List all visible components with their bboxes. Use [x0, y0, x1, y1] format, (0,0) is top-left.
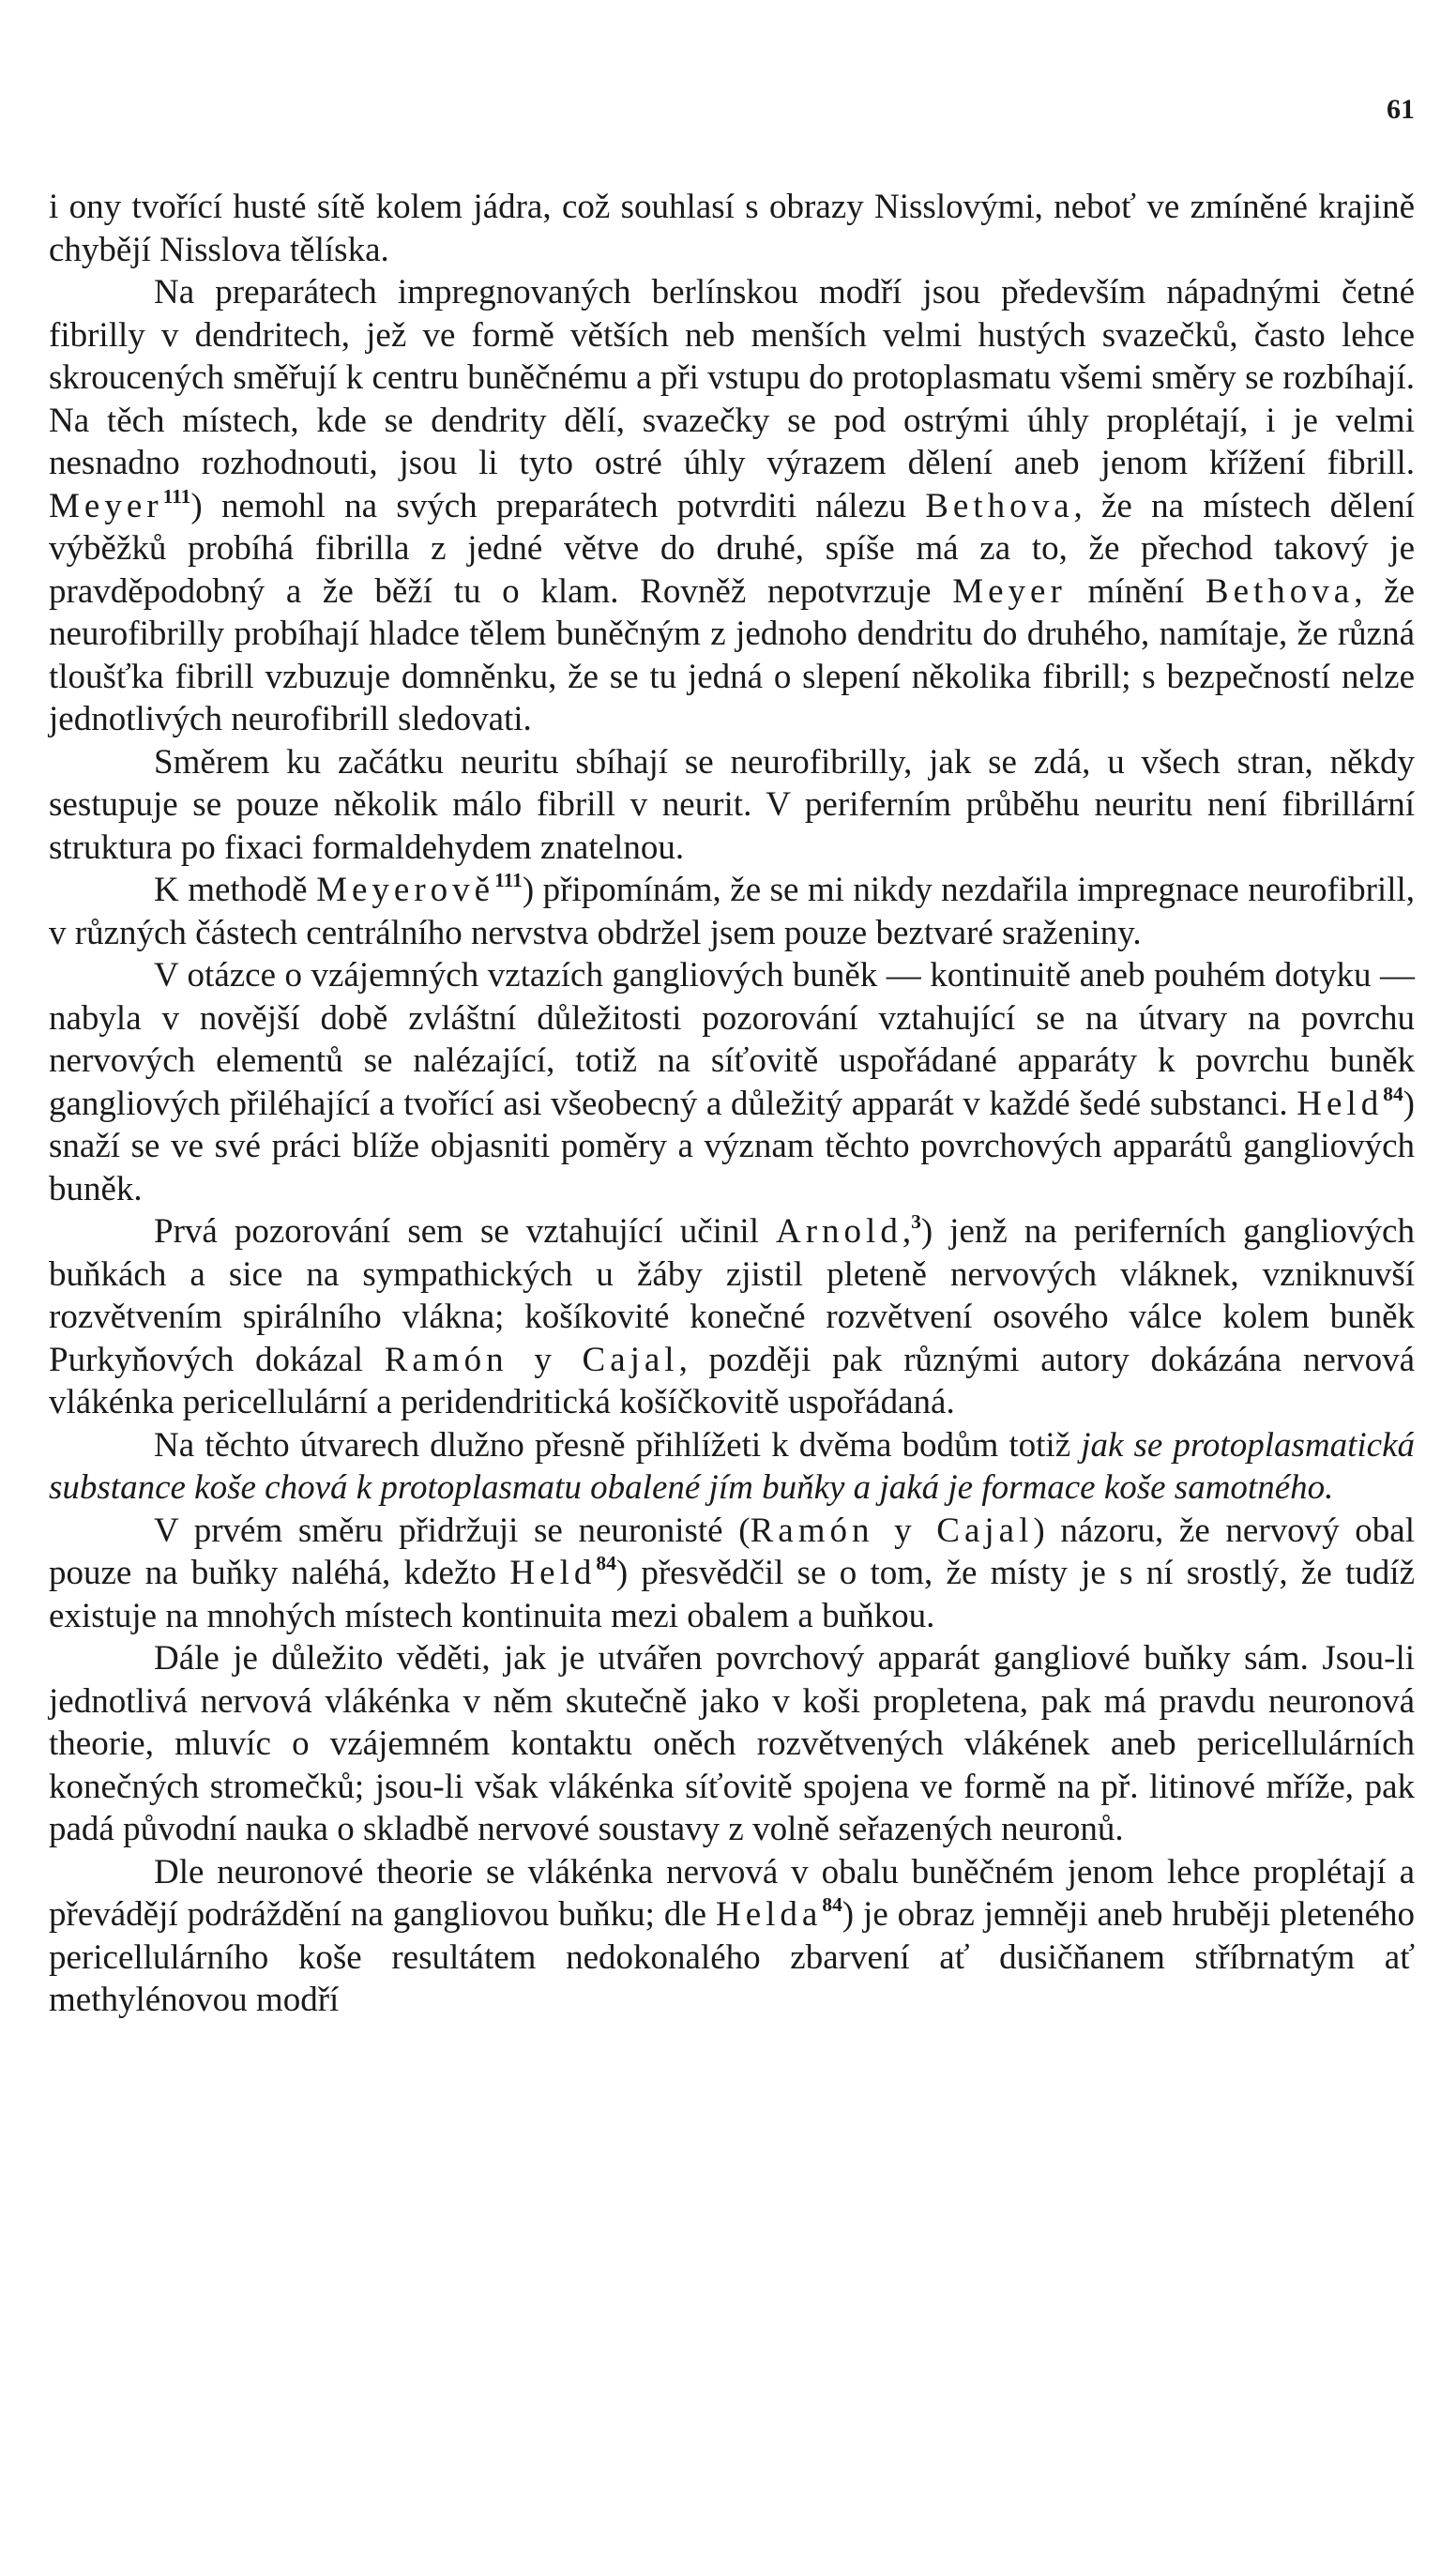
page-number: 61 [1387, 94, 1415, 125]
text-run: ) připomínám, že se mi nikdy nezdařila impregnace neurofibrill, v různých částech centrálního nervstva obdržel jsem pouze beztvaré sraženiny. [49, 871, 1416, 952]
spaced-name: Held [509, 1554, 597, 1592]
spaced-name: Ramón y Cajal [750, 1511, 1034, 1550]
footnote-ref: 111 [494, 868, 523, 891]
text-run: , [902, 1212, 912, 1251]
footnote-ref: 3 [911, 1209, 921, 1233]
text-run: ) nemohl na svých preparátech potvrditi nálezu [190, 486, 926, 525]
footnote-ref: 84 [596, 1551, 616, 1574]
spaced-name: Arnold [776, 1212, 902, 1251]
text-run: mínění [1066, 571, 1206, 611]
text-run: Dle neuronové theorie se vlákénka nervová v obalu buněčném jenom lehce proplétají a převádějí podráždění na gangliovou buňku; dle [49, 1852, 1415, 1934]
text-run: Směrem ku začátku neuritu sbíhají se neurofibrilly, jak se zdá, u všech stran, někdy sestupuje se pouze několik málo fibrill v neurit. V periferním průběhu neuritu není fibrillární struktura po fixaci formaldehydem znatelnou. [49, 742, 1415, 867]
text-run: V prvém směru přidržuji se neuronisté ( [154, 1511, 751, 1550]
text-run: ) jenž na periferních gangliových buňkách a sice na sympathických u žáby zjistil pleteně nervových vláknek, vzniknuvší rozvětvením spirálního vlákna; košíkovité konečné rozvětvení osového válce kolem buněk Purkyňových dokázal [49, 1212, 1415, 1379]
footnote-ref: 84 [822, 1892, 842, 1916]
paragraph [49, 1210, 1415, 1424]
paragraph [49, 186, 1415, 271]
paragraph [49, 1851, 1415, 2022]
text-run: V otázce o vzájemných vztazích gangliových buněk — kontinuitě aneb pouhém dotyku — nabyla v novější době zvláštní důležitosti pozorování vztahující se na útvary na povrchu nervových elementů se nalézající, totiž na síťovitě uspořádané apparáty k povrchu buněk gangliových přiléhající a tvořící asi všeobecný a důležitý apparát v každé šedé substanci. [49, 956, 1415, 1123]
paragraph [49, 1510, 1415, 1638]
spaced-name: Meyerově [316, 871, 495, 909]
spaced-name: Helda [715, 1895, 823, 1934]
footnote-ref: 111 [162, 484, 191, 508]
spaced-name: Bethova [925, 486, 1074, 525]
text-run: , později pak různými autory dokázána nervová vlákénka pericellulární a peridendritická košíčkovitě uspořádaná. [49, 1340, 1415, 1421]
paragraph [49, 1637, 1415, 1851]
paragraph [49, 1424, 1415, 1510]
text-run: ) snaží se ve své práci blíže objasniti poměry a význam těchto povrchových apparátů gangliových buněk. [49, 1084, 1415, 1208]
spaced-name: Meyer [952, 571, 1067, 611]
text-run: , že neurofibrilly probíhají hladce tělem buněčným z jednoho dendritu do druhého, namítaje, že různá tloušťka fibrill vzbuzuje domněnku, že se tu jedná o slepení několika fibrill; s bezpečností nelze jednotlivých neurofibrill sledovati. [49, 571, 1415, 738]
spaced-name: Bethova [1205, 571, 1355, 611]
spaced-name: Meyer [49, 486, 163, 525]
spaced-name: Ramón y Cajal [384, 1340, 679, 1379]
text-run: Prvá pozorování sem se vztahující učinil [154, 1212, 776, 1251]
text-run: ) je obraz jemněji aneb hruběji pleteného pericellulárního koše resultátem nedokonalého zbarvení ať dusičňanem stříbrnatým ať methylénovou modří [49, 1895, 1415, 2019]
body-text [49, 186, 1415, 2022]
italic-text: jak se protoplasmatická substance koše chová k protoplasmatu obalené jím buňky a jaká je formace koše samotného. [49, 1425, 1415, 1507]
paragraph [49, 869, 1415, 954]
text-run: Na preparátech impregnovaných berlínskou modří jsou především nápadnými četné fibrilly v dendritech, jež ve formě větších neb menších velmi hustých svazečků, často lehce skroucených směřují k centru buněčnému a při vstupu do protoplasmatu všemi směry se rozbíhají. Na těch místech, kde se dendrity dělí, svazečky se pod ostrými úhly proplétají, i je velmi nesnadno rozhodnouti, jsou li tyto ostré úhly výrazem dělení aneb jenom křížení fibrill. [49, 273, 1415, 482]
text-run: ) přesvědčil se o tom, že místy je s ní srostlý, že tudíž existuje na mnohých místech kontinuita mezi obalem a buňkou. [49, 1554, 1415, 1635]
footnote-ref: 84 [1383, 1082, 1403, 1105]
text-run: K methodě [154, 871, 317, 909]
paragraph [49, 954, 1415, 1210]
text-run: i ony tvořící husté sítě kolem jádra, což souhlasí s obrazy Nisslovými, neboť ve zmíněné krajině chybějí Nisslova tělíska. [49, 188, 1415, 269]
text-run: , že na místech dělení výběžků probíhá fibrilla z jedné větve do druhé, spíše má za to, že přechod takový je pravděpodobný a že běží tu o klam. Rovněž nepotvrzuje [49, 486, 1415, 611]
text-run: ) názoru, že nervový obal pouze na buňky naléhá, kdežto [49, 1511, 1416, 1592]
paragraph [49, 271, 1415, 741]
text-run: Dále je důležito věděti, jak je utvářen povrchový apparát gangliové buňky sám. Jsou-li jednotlivá nervová vlákénka v něm skutečně jako v koši propletena, pak má pravdu neuronová theorie, mluvíc o vzájemném kontaktu oněch rozvětvených vlákének aneb pericellulárních konečných stromečků; jsou-li však vlákénka síťovitě spojena ve formě na př. litinové mříže, pak padá původní nauka o skladbě nervové soustavy z volně seřazených neuronů. [49, 1639, 1415, 1848]
text-run: Na těchto útvarech dlužno přesně přihlížeti k dvěma bodům totiž [154, 1425, 1082, 1465]
spaced-name: Held [1297, 1084, 1384, 1123]
paragraph [49, 741, 1415, 870]
